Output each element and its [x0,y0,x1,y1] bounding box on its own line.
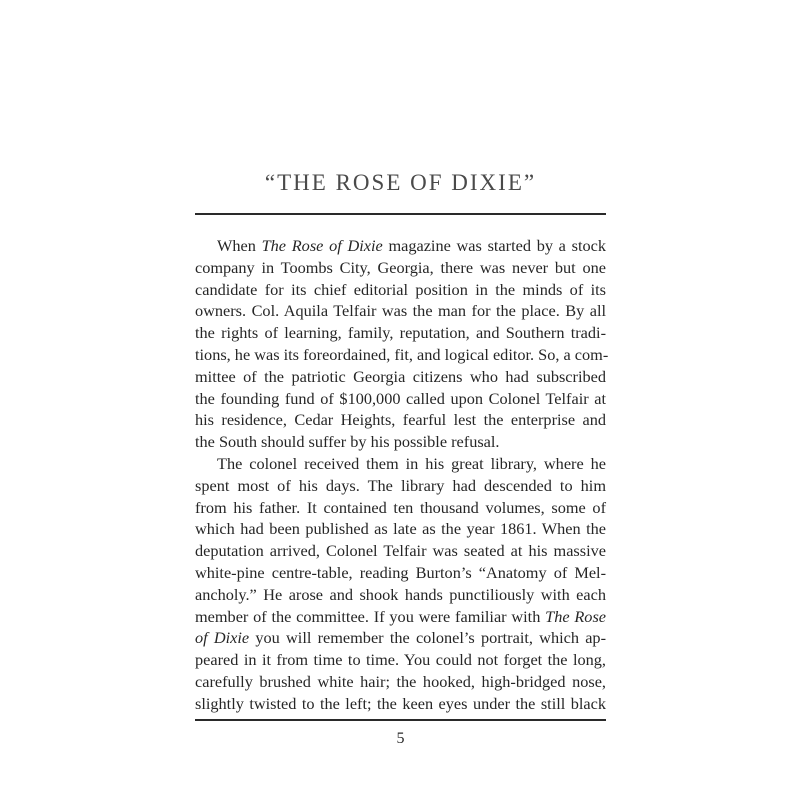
text-run: the South should suffer by his possible refusal. [195,432,500,452]
text-line [195,279,606,301]
footer-rule [195,719,606,721]
text-run: the founding fund of $100,000 called upon Colonel Telfair at [195,388,606,408]
text-line [195,409,606,431]
text-run: peared in it from time to time. You could not forget the long, [195,650,606,670]
text-line [195,497,606,519]
text-line [195,693,606,715]
body-text [195,235,609,715]
text-run: deputation arrived, Colonel Telfair was seated at his massive [195,541,606,561]
text-line [195,584,606,606]
text-line [195,388,606,410]
text-line [195,627,606,649]
text-line [195,453,606,475]
text-run: white-pine centre-table, reading Burton’s “Anatomy of Mel- [195,562,606,582]
text-run: you will remember the colonel’s portrait, which ap- [249,628,606,648]
text-line [195,475,606,497]
title-rule [195,213,606,215]
italic-text: The Rose of Dixie [261,236,383,255]
text-run: candidate for its chief editorial position in the minds of its [195,279,606,299]
italic-text: of Dixie [195,628,250,648]
text-line [195,235,606,257]
text-line [195,562,606,584]
text-line [195,671,606,693]
text-run: magazine was started by a stock [382,236,606,255]
text-run: his residence, Cedar Heights, fearful lest the enterprise and [195,410,606,430]
text-run: tions, he was its foreordained, fit, and logical editor. So, a com- [195,344,609,364]
text-line [195,300,606,322]
text-run: from his father. It contained ten thousand volumes, some of [195,497,606,517]
text-line [195,649,606,671]
text-run: carefully brushed white hair; the hooked, high-bridged nose, [195,671,606,691]
chapter-title: “THE ROSE OF DIXIE” [264,170,537,195]
italic-text: The Rose [545,606,607,626]
text-line [195,606,606,628]
text-run: member of the committee. If you were familiar with [195,606,546,626]
text-line [195,257,606,279]
text-run: mittee of the patriotic Georgia citizens who had subscribed [195,366,606,386]
text-run: ancholy.” He arose and shook hands punctiliously with each [195,584,606,604]
text-line [195,431,606,453]
text-run: which had been published as late as the year 1861. When the [195,519,606,539]
text-line [195,518,606,540]
text-line [195,344,609,366]
text-run: company in Toombs City, Georgia, there was never but one [195,257,606,277]
text-line [195,366,606,388]
page-number: 5 [396,730,405,747]
text-line [195,540,606,562]
text-run: The colonel received them in his great library, where he [217,453,606,473]
text-run: slightly twisted to the left; the keen eyes under the still black [195,693,606,713]
text-run: When [217,236,262,255]
text-run: the rights of learning, family, reputation, and Southern tradi- [195,323,606,343]
text-run: spent most of his days. The library had descended to him [195,475,606,495]
text-run: owners. Col. Aquila Telfair was the man for the place. By all [195,301,606,321]
text-line [195,322,606,344]
